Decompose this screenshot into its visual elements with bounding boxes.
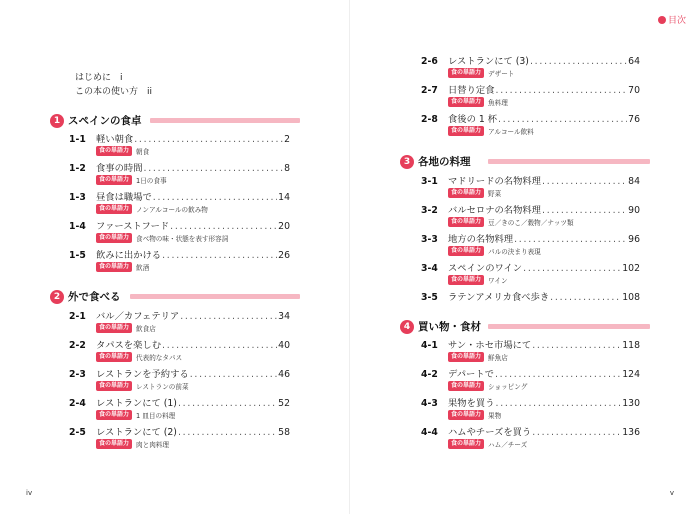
toc-entry[interactable] — [421, 231, 640, 261]
vocab-line — [96, 204, 208, 214]
vocab-line — [448, 188, 501, 198]
toc-label: 目次 — [667, 16, 686, 26]
vocab-line — [96, 439, 169, 449]
toc-entry-line — [69, 131, 290, 145]
dot-leader — [178, 427, 277, 438]
vocab-line — [96, 233, 228, 243]
chapter-accent-bar — [488, 159, 650, 164]
page-ref: 96 — [628, 234, 640, 245]
section-title: マドリードの名物料理 — [448, 176, 541, 187]
section-title: ラテンアメリカ食べ歩き — [448, 292, 550, 303]
dot-leader — [144, 163, 284, 174]
page-ref: 102 — [622, 263, 640, 274]
vocab-topic: ショッピング — [488, 383, 528, 391]
section-code: 2-3 — [69, 369, 86, 380]
vocab-topic: 野菜 — [488, 190, 502, 198]
vocab-topic: 魚料理 — [488, 99, 508, 107]
vocab-badge: 食の単語力 — [448, 275, 484, 285]
section-title: 地方の名物料理 — [448, 234, 514, 245]
dot-leader — [496, 398, 622, 409]
toc-entry[interactable] — [421, 337, 640, 367]
page-ref: 70 — [628, 85, 640, 96]
dot-leader — [495, 369, 621, 380]
right-page — [350, 0, 700, 514]
toc-entry[interactable] — [69, 395, 290, 425]
vocab-line — [448, 217, 574, 227]
chapter-number: 4 — [400, 320, 414, 334]
page-ref: 52 — [278, 398, 290, 409]
toc-entry[interactable] — [69, 247, 290, 277]
section-code: 2-4 — [69, 398, 86, 409]
chapter-3-heading[interactable] — [400, 153, 650, 175]
dot-leader — [134, 134, 283, 145]
section-title: ハムやチーズを買う — [448, 427, 532, 438]
section-title: レストランを予約する — [96, 369, 189, 380]
toc-entry[interactable] — [421, 111, 640, 141]
vocab-badge: 食の単語力 — [96, 204, 132, 214]
toc-entry[interactable] — [421, 395, 640, 425]
dot-leader — [523, 263, 621, 274]
vocab-topic: 食べ物の味・状態を表す形容詞 — [136, 235, 229, 243]
section-title: レストランにて (2) — [96, 427, 177, 438]
vocab-line — [448, 439, 527, 449]
toc-entry[interactable] — [421, 202, 640, 232]
toc-entry[interactable] — [69, 160, 290, 190]
vocab-topic: 飲酒 — [136, 264, 150, 272]
dot-leader — [162, 250, 277, 261]
page-ref: 90 — [628, 205, 640, 216]
toc-entry-line — [69, 337, 290, 351]
vocab-badge: 食の単語力 — [96, 439, 132, 449]
section-code: 2-6 — [421, 56, 438, 67]
section-code: 2-7 — [421, 85, 438, 96]
section-code: 3-4 — [421, 263, 438, 274]
toc-entry-line — [421, 337, 640, 351]
page-number-left: iv — [26, 489, 33, 497]
vocab-line — [96, 146, 149, 156]
section-title: 軽い朝食 — [96, 134, 134, 145]
section-code: 3-2 — [421, 205, 438, 216]
section-code: 2-1 — [69, 311, 86, 322]
vocab-topic: 1 皿目の料理 — [136, 412, 176, 420]
toc-entry[interactable] — [69, 131, 290, 161]
chapter-accent-bar — [150, 118, 300, 123]
section-code: 2-5 — [69, 427, 86, 438]
vocab-badge: 食の単語力 — [448, 126, 484, 136]
vocab-line — [448, 352, 508, 362]
chapter-title: スペインの食卓 — [68, 115, 142, 127]
page-ref: 136 — [622, 427, 640, 438]
page-ref: 124 — [622, 369, 640, 380]
toc-entry[interactable] — [421, 173, 640, 203]
toc-entry-line — [421, 53, 640, 67]
dot-leader — [532, 340, 621, 351]
vocab-topic: アルコール飲料 — [488, 128, 534, 136]
chapter-number: 2 — [50, 290, 64, 304]
vocab-line — [448, 275, 508, 285]
toc-marker[interactable] — [658, 13, 686, 26]
chapter-title: 外で食べる — [68, 291, 121, 303]
page-ref: 34 — [278, 311, 290, 322]
section-title: バルセロナの名物料理 — [448, 205, 541, 216]
vocab-badge: 食の単語力 — [96, 262, 132, 272]
toc-entry-line — [69, 189, 290, 203]
toc-entry[interactable] — [421, 53, 640, 83]
dot-leader — [496, 85, 628, 96]
section-code: 1-5 — [69, 250, 86, 261]
dot-leader — [153, 192, 277, 203]
front-matter-intro[interactable]: はじめに i — [75, 73, 123, 83]
chapter-accent-bar — [130, 294, 300, 299]
vocab-topic: 鮮魚店 — [488, 354, 508, 362]
section-code: 4-1 — [421, 340, 438, 351]
section-title: バル／カフェテリア — [96, 311, 180, 322]
toc-entry-line — [69, 366, 290, 380]
page-ref: 20 — [278, 221, 290, 232]
dot-leader — [532, 427, 621, 438]
section-code: 4-4 — [421, 427, 438, 438]
vocab-line — [448, 126, 534, 136]
vocab-topic: デザート — [488, 70, 515, 78]
page-ref: 118 — [622, 340, 640, 351]
toc-entry-line — [421, 289, 640, 303]
vocab-topic: 果物 — [488, 412, 502, 420]
section-code: 2-2 — [69, 340, 86, 351]
page-ref: 8 — [284, 163, 290, 174]
vocab-badge: 食の単語力 — [96, 381, 132, 391]
vocab-badge: 食の単語力 — [448, 97, 484, 107]
vocab-line — [448, 68, 514, 78]
toc-entry[interactable] — [421, 260, 640, 290]
section-title: 果物を買う — [448, 398, 495, 409]
section-title: 日替り定食 — [448, 85, 495, 96]
vocab-badge: 食の単語力 — [448, 217, 484, 227]
vocab-line — [448, 381, 527, 391]
page-ref: 2 — [284, 134, 290, 145]
section-code: 1-3 — [69, 192, 86, 203]
toc-entry[interactable] — [69, 424, 290, 454]
vocab-topic: 1日の食事 — [136, 177, 167, 185]
section-code: 4-3 — [421, 398, 438, 409]
vocab-topic: 朝食 — [136, 148, 150, 156]
vocab-topic: 飲食店 — [136, 325, 156, 333]
toc-entry-line — [69, 424, 290, 438]
toc-entry[interactable] — [421, 82, 640, 112]
vocab-topic: レストランの前菜 — [136, 383, 189, 391]
toc-entry-line — [69, 247, 290, 261]
toc-entry-line — [421, 173, 640, 187]
vocab-badge: 食の単語力 — [96, 233, 132, 243]
dot-leader — [514, 234, 627, 245]
section-code: 1-1 — [69, 134, 86, 145]
toc-entry[interactable] — [421, 289, 640, 319]
page-ref: 14 — [278, 192, 290, 203]
front-matter-howto[interactable]: この本の使い方 ii — [75, 87, 153, 97]
page-ref: 84 — [628, 176, 640, 187]
section-title: 飲みに出かける — [96, 250, 162, 261]
vocab-topic: パルの決まり表現 — [488, 248, 541, 256]
page-ref: 130 — [622, 398, 640, 409]
toc-entry[interactable] — [69, 308, 290, 338]
section-code: 4-2 — [421, 369, 438, 380]
dot-leader — [542, 176, 627, 187]
vocab-topic: ハム／チーズ — [488, 441, 528, 449]
chapter-number: 1 — [50, 114, 64, 128]
toc-entry-line — [421, 231, 640, 245]
dot-leader — [190, 369, 277, 380]
section-code: 3-1 — [421, 176, 438, 187]
chapter-2-heading[interactable] — [50, 288, 300, 310]
section-title: 食事の時間 — [96, 163, 143, 174]
vocab-topic: 肉と肉料理 — [136, 441, 169, 449]
vocab-line — [96, 352, 182, 362]
vocab-line — [96, 262, 149, 272]
page-ref: 40 — [278, 340, 290, 351]
vocab-line — [448, 410, 501, 420]
toc-entry[interactable] — [69, 366, 290, 396]
page-number-right: v — [669, 489, 674, 497]
chapter-number: 3 — [400, 155, 414, 169]
dot-leader — [498, 114, 627, 125]
chapter-title: 買い物・食材 — [418, 321, 481, 333]
vocab-badge: 食の単語力 — [448, 246, 484, 256]
vocab-topic: ワイン — [488, 277, 508, 285]
section-title: 食後の 1 杯 — [448, 114, 498, 125]
section-title: サン・ホセ市場にて — [448, 340, 532, 351]
toc-entry-line — [69, 308, 290, 322]
vocab-line — [96, 175, 167, 185]
toc-entry-line — [421, 82, 640, 96]
toc-entry-line — [421, 202, 640, 216]
section-title: タパスを楽しむ — [96, 340, 161, 351]
dot-leader — [170, 221, 277, 232]
vocab-badge: 食の単語力 — [448, 352, 484, 362]
toc-entry[interactable] — [69, 218, 290, 248]
chapter-accent-bar — [488, 324, 650, 329]
toc-entry-line — [69, 218, 290, 232]
toc-entry-line — [421, 366, 640, 380]
dot-leader — [178, 398, 277, 409]
toc-entry[interactable] — [69, 189, 290, 219]
toc-entry[interactable] — [421, 366, 640, 396]
chapter-title: 各地の料理 — [418, 156, 471, 168]
toc-entry-line — [421, 395, 640, 409]
section-code: 1-2 — [69, 163, 86, 174]
toc-entry-line — [421, 260, 640, 274]
dot-leader — [180, 311, 277, 322]
vocab-badge: 食の単語力 — [448, 188, 484, 198]
toc-entry[interactable] — [69, 337, 290, 367]
vocab-badge: 食の単語力 — [96, 323, 132, 333]
circle-icon — [658, 16, 666, 24]
vocab-topic: 代表的なタパス — [136, 354, 183, 362]
vocab-topic: 豆／きのこ／穀物／ナッツ類 — [488, 219, 574, 227]
toc-entry[interactable] — [421, 424, 640, 454]
section-title: レストランにて (1) — [96, 398, 177, 409]
section-title: 昼食は職場で — [96, 192, 152, 203]
dot-leader — [162, 340, 277, 351]
vocab-badge: 食の単語力 — [96, 146, 132, 156]
toc-entry-line — [69, 395, 290, 409]
toc-entry-line — [421, 424, 640, 438]
page-ref: 108 — [622, 292, 640, 303]
vocab-badge: 食の単語力 — [96, 175, 132, 185]
vocab-badge: 食の単語力 — [96, 410, 132, 420]
section-title: レストランにて (3) — [448, 56, 529, 67]
dot-leader — [550, 292, 621, 303]
section-code: 2-8 — [421, 114, 438, 125]
dot-leader — [542, 205, 627, 216]
page-ref: 46 — [278, 369, 290, 380]
vocab-line — [448, 97, 508, 107]
toc-entry-line — [421, 111, 640, 125]
vocab-badge: 食の単語力 — [448, 68, 484, 78]
section-title: スペインのワイン — [448, 263, 523, 274]
page-ref: 64 — [628, 56, 640, 67]
section-title: ファーストフード — [96, 221, 170, 232]
section-title: デパートで — [448, 369, 494, 380]
page-ref: 76 — [628, 114, 640, 125]
section-code: 3-5 — [421, 292, 438, 303]
page-ref: 58 — [278, 427, 290, 438]
vocab-line — [96, 323, 156, 333]
page-ref: 26 — [278, 250, 290, 261]
toc-entry-line — [69, 160, 290, 174]
vocab-line — [96, 381, 189, 391]
section-code: 3-3 — [421, 234, 438, 245]
vocab-line — [448, 246, 541, 256]
vocab-badge: 食の単語力 — [448, 381, 484, 391]
dot-leader — [530, 56, 627, 67]
vocab-topic: ノンアルコールの飲み物 — [136, 206, 208, 214]
section-code: 1-4 — [69, 221, 86, 232]
vocab-badge: 食の単語力 — [448, 439, 484, 449]
vocab-badge: 食の単語力 — [96, 352, 132, 362]
vocab-line — [96, 410, 175, 420]
vocab-badge: 食の単語力 — [448, 410, 484, 420]
